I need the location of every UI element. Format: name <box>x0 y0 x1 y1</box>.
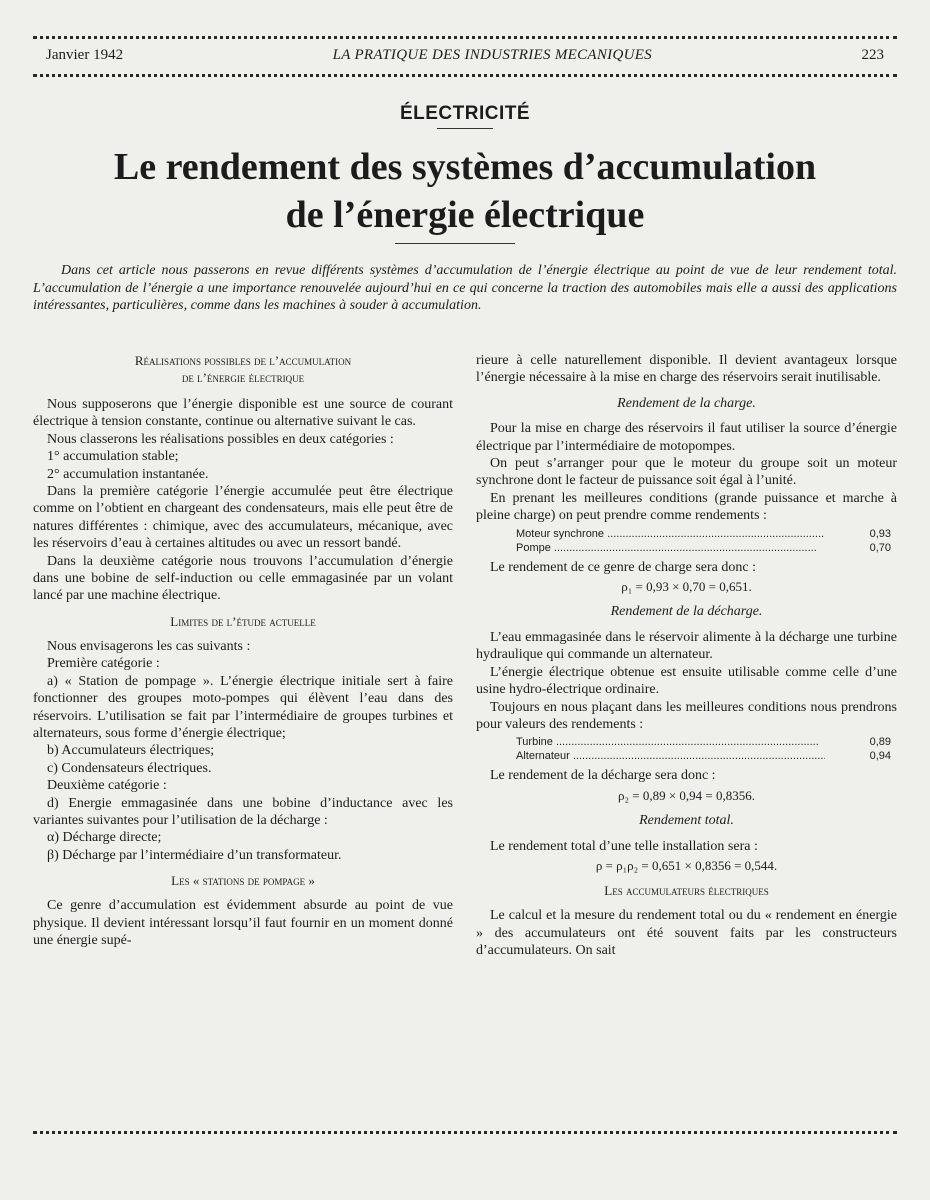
title-underline <box>395 243 515 244</box>
paragraph: Pour la mise en charge des réservoirs il faut utiliser la source d’énergie électrique par l’intermédiaire de motopompes. <box>476 421 897 454</box>
section-underline <box>437 128 493 129</box>
paragraph: En prenant les meilleures conditions (grande puissance et marche à pleine charge) on peut prendre comme rendements : <box>476 490 897 524</box>
formula: ρ₁ = 0,93 × 0,70 = 0,651. <box>621 579 752 595</box>
paragraph: Le rendement de la décharge sera donc : <box>490 768 716 784</box>
paragraph: Le rendement total d’une telle installation sera : <box>490 838 758 854</box>
subheading-realisations <box>33 352 453 386</box>
list-item: 2° accumulation instantanée. <box>47 466 209 482</box>
subheading-realisations-line1: Réalisations possibles de l’accumulation <box>134 353 352 368</box>
list-item: c) Condensateurs électriques. <box>47 760 212 776</box>
table-value: 0,70 <box>869 541 891 554</box>
subheading-realisations-line2: de l’énergie électrique <box>181 370 305 385</box>
table-value: 0,93 <box>869 527 891 540</box>
list-item: 1° accumulation stable; <box>47 449 179 465</box>
efficiency-table-decharge <box>516 735 897 763</box>
list-item: α) Décharge directe; <box>47 830 162 846</box>
issue-date: Janvier 1942 <box>46 47 124 63</box>
table-row <box>516 749 897 763</box>
running-header <box>46 47 884 64</box>
footer-rule <box>33 1131 897 1134</box>
title-line-1: Le rendement des systèmes d’accumulation <box>113 146 817 188</box>
efficiency-table-charge <box>516 527 897 555</box>
subheading-total: Rendement total. <box>639 813 734 829</box>
paragraph: Nous envisagerons les cas suivants : <box>47 638 251 654</box>
table-row <box>516 735 897 749</box>
page-number: 223 <box>861 47 884 63</box>
table-label: Moteur synchrone ..... <box>516 527 825 541</box>
paragraph: Toujours en nous plaçant dans les meilleures conditions nous prendrons pour valeurs des rendements : <box>476 699 897 732</box>
right-column <box>476 352 897 960</box>
list-item: d) Energie emmagasinée dans une bobine d’inductance avec les variantes suivantes pour l’utilisation de la décharge : <box>33 795 453 828</box>
paragraph: Ce genre d’accumulation est évidemment absurde au point de vue physique. Il devient intéressant lorsqu’il faut fournir en un moment donné une énergie supé- <box>33 898 453 948</box>
formula: ρ₂ = 0,89 × 0,94 = 0,8356. <box>617 787 755 803</box>
top-border-rule <box>33 36 897 39</box>
list-item: a) « Station de pompage ». L’énergie électrique initiale sert à faire fonctionner des groupes moto-pompes qui élèvent l’eau dans des réservoirs. L’utilisation se fait par l’intermédiaire de groupes turbines et alternateurs, sous forme d’énergie électrique; <box>33 673 453 741</box>
table-label: Turbine ..... <box>516 735 825 749</box>
section-heading: ÉLECTRICITÉ <box>399 103 531 124</box>
article-intro: Dans cet article nous passerons en revue différents systèmes d’accumulation de l’énergie électrique au point de vue de leur rendement total. L’accumulation de l’énergie a une importance renouvelée aujourd’hui en ce qui concerne la traction des automobiles mais elle a aussi des applications intéressantes, particulières, comme dans les machines à souder à accumulation. <box>33 263 897 313</box>
table-row <box>516 541 897 555</box>
journal-name: LA PRATIQUE DES INDUSTRIES MECANIQUES <box>332 47 652 63</box>
list-item: b) Accumulateurs électriques; <box>47 743 215 759</box>
paragraph: Deuxième catégorie : <box>47 778 167 794</box>
paragraph: L’eau emmagasinée dans le réservoir alimente à la décharge une turbine hydraulique qui commande un alternateur. <box>476 629 897 663</box>
table-row <box>516 527 897 541</box>
paragraph: rieure à celle naturellement disponible. Il devient avantageux lorsque l’énergie nécessaire à la mise en charge des réservoirs serait inutilisable. <box>476 353 897 386</box>
article-title <box>0 143 930 239</box>
paragraph: Première catégorie : <box>47 656 160 672</box>
table-value: 0,89 <box>869 736 891 749</box>
paragraph: Le rendement de ce genre de charge sera donc : <box>490 559 756 575</box>
paragraph: Nous classerons les réalisations possibles en deux catégories : <box>47 431 394 447</box>
paragraph: L’énergie électrique obtenue est ensuite utilisable comme celle d’une usine hydro-électrique ordinaire. <box>476 664 897 698</box>
paragraph: Le calcul et la mesure du rendement total ou du « rendement en énergie » des accumulateurs ont été souvent faits par les constructeurs d’accumulateurs. On sait <box>476 908 897 959</box>
paragraph: Nous supposerons que l’énergie disponible est une source de courant électrique à tension constante, continue ou alternative suivant le cas. <box>33 397 453 430</box>
subheading-limites: Limites de l’étude actuelle <box>170 613 316 629</box>
table-value: 0,94 <box>869 750 891 763</box>
subheading-stations: Les « stations de pompage » <box>171 873 315 889</box>
paragraph: On peut s’arranger pour que le moteur du groupe soit un moteur synchrone dont le facteur de puissance soit égal à l’unité. <box>476 456 897 489</box>
formula: ρ = ρ₁ρ₂ = 0,651 × 0,8356 = 0,544. <box>595 857 778 873</box>
left-column <box>33 352 453 949</box>
list-item: β) Décharge par l’intermédiaire d’un transformateur. <box>47 847 342 863</box>
table-label: Pompe ..... <box>516 541 825 555</box>
header-bottom-rule <box>33 74 897 77</box>
paragraph: Dans la deuxième catégorie nous trouvons l’accumulation d’énergie dans une bobine de self-induction ou celle emmagasinée par un volant lancé par une machine électrique. <box>33 553 453 604</box>
subheading-decharge: Rendement de la décharge. <box>610 604 763 620</box>
table-label: Alternateur ..... <box>516 749 825 763</box>
title-line-2: de l’énergie électrique <box>285 194 645 236</box>
paragraph: Dans la première catégorie l’énergie accumulée peut être électrique comme on l’obtient en chargeant des condensateurs, mais elle peut être de natures différentes : chimique, avec des accumulateurs, mécanique, avec les réservoirs d’eau à certaines altitudes ou avec un ressort bandé. <box>33 484 453 552</box>
subheading-charge: Rendement de la charge. <box>617 395 756 411</box>
subheading-accumulateurs: Les accumulateurs électriques <box>604 883 769 899</box>
